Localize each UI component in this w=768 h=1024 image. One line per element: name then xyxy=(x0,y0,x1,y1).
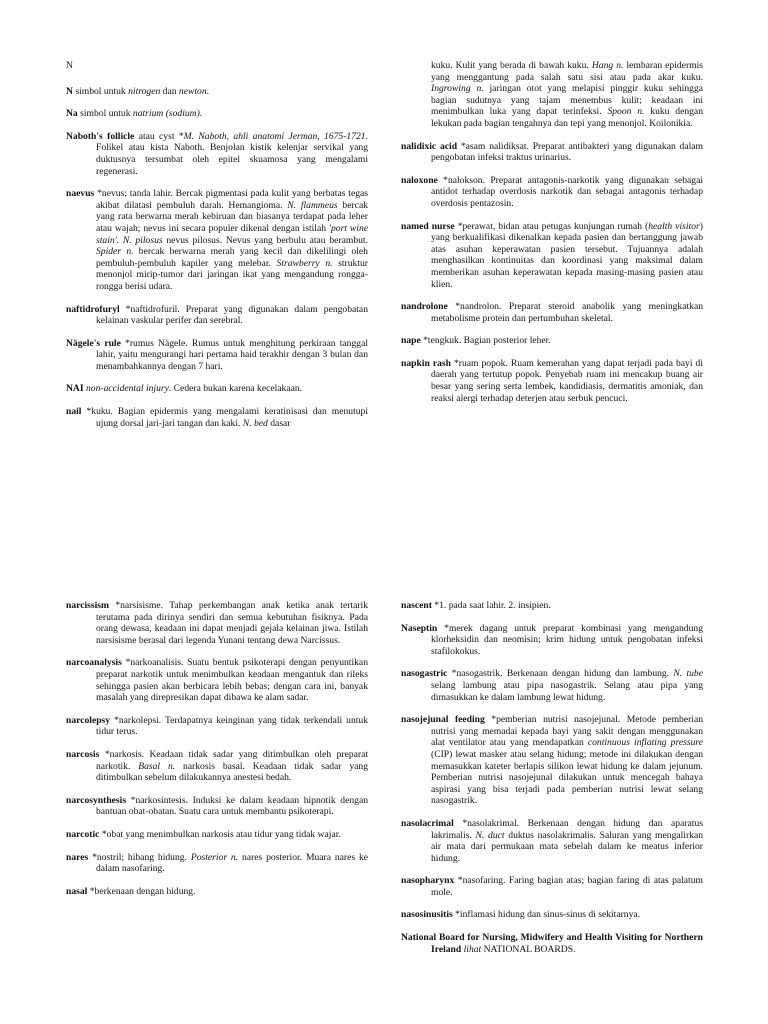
entry-headword: narcolepsy xyxy=(66,714,111,726)
entry-headword: nasosinusitis xyxy=(401,909,453,921)
dictionary-entry: naftidrofuryl *naftidrofuril. Preparat yang digunakan dalam pengobatan kelainan vaskular perifer dan serebral. xyxy=(66,303,368,327)
dictionary-entry: narcotic *obat yang menimbulkan narkosis atau tidur yang tidak wajar. xyxy=(66,828,341,840)
dictionary-entry: naevus *nevus; tanda lahir. Bercak pigmentasi pada kulit yang berbatas tegas akibat dilatasi pembuluh darah. Hemangioma. N. flammeus bercak yang rata berwarna merah kebiruan dan biasanya terdapat pada leher atau wajah; nevus ini secara populer dikenal dengan istilah 'port wine stain'. N. pilosus nevus pilosus. Nevus yang berbulu atau berambut. Spider n. bercak berwarna merah yang kecil dan dikelilingi oleh pembuluh-pembuluh kapiler yang melebar. Strawberry n. struktur menonjol mirip-tumor dari jaringan ikat yang mengandung rongga-rongga berisi udara. xyxy=(66,188,368,292)
entry-headword: N xyxy=(66,85,73,97)
column-top-right xyxy=(401,60,703,415)
entry-headword: narcosynthesis xyxy=(66,794,127,806)
entry-headword: nasogastric xyxy=(401,668,448,680)
entry-headword: National Board for Nursing, Midwifery and Health Visiting for Northern Ireland xyxy=(401,932,703,955)
dictionary-entry: narcosis *narkosis. Keadaan tidak sadar yang ditimbulkan oleh preparat narkotik. Basal n. narkosis basal. Keadaan tidak sadar yang ditimbulkan sebelum dilakukannya anestesi bedah. xyxy=(66,748,368,784)
entry-headword: Naboth's follicle xyxy=(66,130,135,142)
dictionary-entry: Naboth's follicle atau cyst *M. Naboth, ahli anatomi Jerman, 1675-1721. Folikel atau kista Naboth. Benjolan kistik kelenjar servikal yang duktusnya tersumbat oleh epitel skuamosa yang mengalami regenerasi. xyxy=(66,130,368,177)
entry-headword: nandrolone xyxy=(401,301,448,313)
entry-headword: named nurse xyxy=(401,220,455,232)
entry-headword: NAI xyxy=(66,383,84,395)
entry-headword: naloxone xyxy=(401,174,438,186)
dictionary-entry: narcolepsy *narkolepsi. Terdapatnya keinginan yang tidak terkendali untuk tidur terus. xyxy=(66,714,368,738)
dictionary-entry: nasojejunal feeding *pemberian nutrisi nasojejunal. Metode pemberian nutrisi yang memadai kepada bayi yang sakit dengan menggunakan alat ventilator atau yang mendapatkan continuous inflating pressure (CIP) lewat masker atau selang hidung; metode ini dilakukan dengan memasukkan kateter berlapis silikon lewat hidung ke dalam jejunum. Pemberian nutrisi nasojejunal dilakukan untuk mencegah bahaya aspirasi yang bisa terjadi pada pemberian nutrisi lewat selang nasogastrik. xyxy=(401,714,703,807)
entry-headword: nape xyxy=(401,335,421,347)
dictionary-entry: napkin rash *ruam popok. Ruam kemerahan yang dapat terjadi pada bayi di daerah yang tertutup popok. Penyebab ruam ini mencakup buang air besar yang sering serta lembek, kandidiasis, dermatitis amoniak, dan reaksi alergi terhadap deterjen atau serbuk pencuci. xyxy=(401,357,703,404)
entry-headword: narcosis xyxy=(66,748,100,760)
dictionary-entry: nalidixic acid *asam nalidiksat. Preparat antibakteri yang digunakan dalam pengobatan infeksi traktus urinarius. xyxy=(401,140,703,164)
dictionary-entry: nasopharynx *nasofaring. Faring bagian atas; bagian faring di atas palatum mole. xyxy=(401,875,703,898)
section-letter: N xyxy=(66,60,73,71)
dictionary-entry: nape *tengkuk. Bagian posterior leher. xyxy=(401,335,551,347)
dictionary-entry: named nurse *perawat, bidan atau petugas kunjungan rumah (health visitor) yang berkualifikasi dikenalkan kepada pasien dan bertanggung jawab atas asuhan keperawatan pasien tersebut. Tujuannya adalah menghasilkan kontinuitas dan koordinasi yang maksimal dalam memberikan asuhan keperawatan kepada masing-masing pasien atau klien. xyxy=(401,220,703,290)
entry-headword: nascent xyxy=(401,600,432,611)
dictionary-entry: National Board for Nursing, Midwifery and Health Visiting for Northern Ireland lihat NATIONAL BOARDS. xyxy=(401,932,703,955)
entry-headword: narcotic xyxy=(66,828,100,840)
entry-headword: naftidrofuryl xyxy=(66,303,120,315)
dictionary-entry: nandrolone *nandrolon. Preparat steroid anabolik yang meningkatkan metabolisme protein dan pertumbuhan skeletal. xyxy=(401,301,703,324)
dictionary-entry: nasolacrimal *nasolakrimal. Berkenaan dengan hidung dan aparatus lakrimalis. N. duct duktus nasolakrimalis. Saluran yang mengalirkan air mata dari permukaan mata sebelah dalam ke meatus inferior hidung. xyxy=(401,817,703,864)
entry-headword: narcissism xyxy=(66,600,109,611)
entry-headword: nasojejunal feeding xyxy=(401,714,485,726)
entry-headword: nail xyxy=(66,406,82,418)
dictionary-entry: narcissism *narsisisme. Tahap perkembangan anak ketika anak tertarik terutama pada dirinya sendiri dan semua kebutuhan fisiknya. Pada orang dewasa, keadaan ini dapat menjadi gejala kelainan jiwa. Istilah narsisisme berasal dari legenda Yunani tentang dewa Narcissus. xyxy=(66,600,368,646)
entry-continuation: kuku. Kulit yang berada di bawah kuku. Hang n. lembaran epidermis yang menggantung pada salah satu sisi atau pada akar kuku. Ingrowing n. jaringan otot yang melapisi pinggir kuku sehingga bagian sudutnya yang tajam menembus kulit; keadaan ini menimbulkan luka yang dapat terinfeksi. Spoon n. kuku dengan lekukan pada bagian tengahnya dan tepi yang menonjol. Koilonikia. xyxy=(431,60,703,129)
dictionary-entry: nares *nostril; hibang hidung. Posterior n. nares posterior. Muara nares ke dalam nasofaring. xyxy=(66,851,369,875)
dictionary-entry: naloxone *nalokson. Preparat antagonis-narkotik yang digunakan sebagai antidot terhadap overdosis narkotik dan sebagai antagonis terhadap overdosis pentazosin. xyxy=(401,174,703,209)
entry-headword: napkin rash xyxy=(401,357,451,369)
column-bottom-right xyxy=(401,600,703,966)
dictionary-entry: Nägele's rule *rumus Nägele. Rumus untuk menghitung perkiraan tanggal lahir, yaitu mengurangi hari pertama haid terakhir dengan 3 bulan dan menambahkannya dengan 7 hari. xyxy=(66,337,368,372)
entry-headword: nasolacrimal xyxy=(401,817,454,829)
entry-headword: Na xyxy=(66,108,78,120)
dictionary-entry: nail *kuku. Bagian epidermis yang mengalami keratinisasi dan menutupi ujung dorsal jari-jari tangan dan kaki. N. bed dasar xyxy=(66,406,368,429)
entry-headword: Nägele's rule xyxy=(66,337,121,349)
dictionary-entry: Naseptin *merek dagang untuk preparat kombinasi yang mengandung klorheksidin dan neomisin; krim hidung untuk pengobatan infeksi stafilokokus. xyxy=(401,622,703,657)
dictionary-entry: NAI non-accidental injury. Cedera bukan karena kecelakaan. xyxy=(66,383,303,395)
dictionary-entry: nasal *berkenaan dengan hidung. xyxy=(66,885,196,897)
dictionary-entry: nasosinusitis *inflamasi hidung dan sinus-sinus di sekitarnya. xyxy=(401,909,641,921)
dictionary-entry: N simbol untuk nitrogen dan newton. xyxy=(66,85,210,97)
entry-headword: nasopharynx xyxy=(401,875,455,887)
dictionary-entry: nasogastric *nasogastrik. Berkenaan dengan hidung dan lambung. N. tube selang lambung atau pipa nasogastrik. Selang atau pipa yang dimasukkan ke dalam lambung lewat hidung. xyxy=(401,668,703,703)
entry-headword: narcoanalysis xyxy=(66,657,122,669)
entry-headword: nasal xyxy=(66,885,88,897)
entry-headword: naevus xyxy=(66,188,95,200)
column-bottom-left xyxy=(66,600,368,908)
dictionary-entry: narcosynthesis *narkosintesis. Induksi ke dalam keadaan hipnotik dengan bantuan obat-obatan. Suatu cara untuk membantu psikoterapi. xyxy=(66,794,368,818)
dictionary-entry: Na simbol untuk natrium (sodium). xyxy=(66,108,203,120)
entry-headword: Naseptin xyxy=(401,622,438,634)
entry-headword: nalidixic acid xyxy=(401,140,458,152)
dictionary-entry: nascent *1. pada saat lahir. 2. insipien. xyxy=(401,600,551,611)
column-top-left xyxy=(66,60,368,440)
dictionary-entry: narcoanalysis *narkoanalisis. Suatu bentuk psikoterapi dengan penyuntikan preparat narkotik untuk menimbulkan keadaan mengantuk dan rileks sehingga pasien akan berbicara lebih bebas; dengan cara ini, banyak masalah yang direpresikan dapat dibawa ke alam sadar. xyxy=(66,657,368,704)
entry-headword: nares xyxy=(66,851,89,863)
